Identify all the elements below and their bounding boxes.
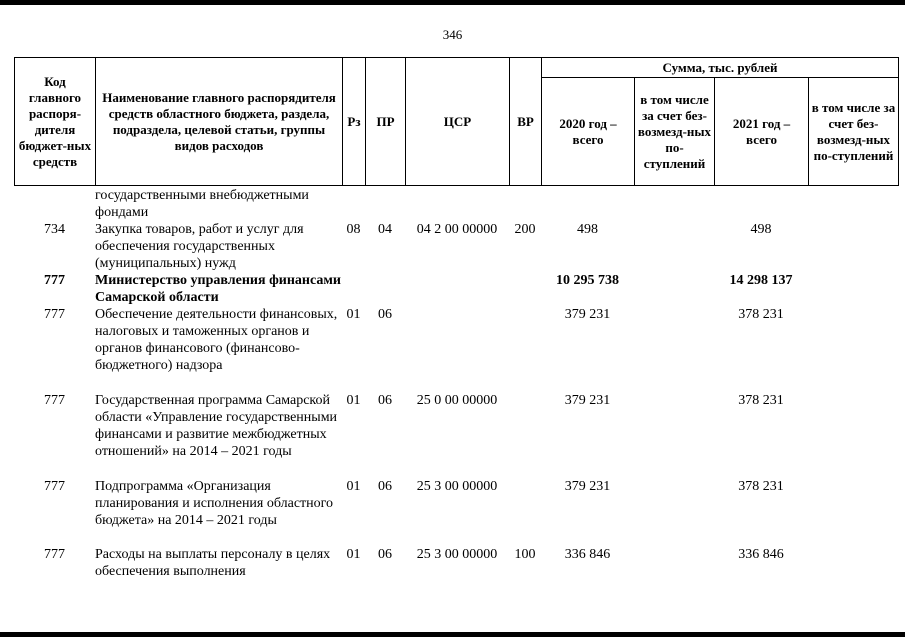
row-code: 777 — [44, 479, 65, 494]
row-vr: 200 — [514, 222, 536, 237]
row-name: Государственная программа Самарской области «Управление государственными финансами и развитие межбюджетных отношений» на 2014 – 2021 годы — [95, 393, 338, 459]
page-number: 346 — [442, 27, 463, 42]
header-pr: ПР — [366, 58, 406, 186]
header-csr: ЦСР — [406, 58, 510, 186]
header-code: Код главного распоря-дителя бюджет-ных средств — [15, 58, 96, 186]
top-rule — [0, 0, 905, 5]
row-pr: 04 — [378, 222, 392, 237]
row-code: 777 — [44, 307, 65, 322]
row-rz: 01 — [346, 393, 361, 408]
row-sum-2020: 336 846 — [564, 547, 611, 562]
row-sum-2021: 378 231 — [738, 307, 784, 322]
row-name: Министерство управления финансами Самарской области — [95, 273, 341, 305]
row-sum-2020: 379 231 — [564, 307, 611, 322]
row-csr: 04 2 00 00000 — [416, 222, 498, 237]
row-pr: 06 — [378, 547, 392, 562]
row-code: 734 — [44, 222, 65, 237]
row-name: государственными внебюджетными фондами — [95, 188, 309, 220]
row-name: Подпрограмма «Организация планирования и исполнения областного бюджета» на 2014 – 2021 годы — [95, 479, 334, 528]
row-code: 777 — [44, 273, 65, 288]
row-rz: 08 — [346, 222, 361, 237]
header-2020-free: в том числе за счет без-возмезд-ных по-ступлений — [635, 78, 715, 186]
header-2021-total: 2021 год – всего — [715, 78, 809, 186]
row-pr: 06 — [378, 479, 392, 494]
header-sum-title: Сумма, тыс. рублей — [542, 58, 899, 78]
row-sum-2021: 336 846 — [738, 547, 784, 562]
bottom-rule — [0, 632, 905, 637]
row-sum-2020: 498 — [577, 222, 598, 237]
row-sum-2020: 379 231 — [564, 393, 611, 408]
row-sum-2020: 379 231 — [564, 479, 611, 494]
row-rz: 01 — [346, 479, 361, 494]
header-2021-free: в том числе за счет без-возмезд-ных по-ступлений — [809, 78, 899, 186]
row-sum-2021: 498 — [750, 222, 772, 237]
table-header — [14, 57, 899, 186]
header-vr: ВР — [510, 58, 542, 186]
row-rz: 01 — [346, 547, 361, 562]
row-vr: 100 — [514, 547, 536, 562]
row-sum-2021: 378 231 — [738, 393, 784, 408]
row-sum-2021: 378 231 — [738, 479, 784, 494]
row-name: Обеспечение деятельности финансовых, налоговых и таможенных органов и органов финансового (финансово-бюджетного) надзора — [95, 307, 338, 373]
row-pr: 06 — [378, 307, 392, 322]
row-code: 777 — [44, 547, 65, 562]
row-sum-2021: 14 298 137 — [729, 273, 793, 288]
row-sum-2020: 10 295 738 — [556, 273, 619, 288]
row-name: Расходы на выплаты персоналу в целях обеспечения выполнения — [95, 547, 331, 579]
header-name: Наименование главного распорядителя средств областного бюджета, раздела, подраздела, целевой статьи, группы видов расходов — [96, 58, 343, 186]
row-code: 777 — [44, 393, 65, 408]
row-csr: 25 3 00 00000 — [416, 479, 498, 494]
row-name: Закупка товаров, работ и услуг для обеспечения государственных (муниципальных) нужд — [95, 222, 304, 271]
row-csr: 25 0 00 00000 — [416, 393, 498, 408]
row-csr: 25 3 00 00000 — [416, 547, 498, 562]
row-rz: 01 — [346, 307, 361, 322]
header-rz: Рз — [343, 58, 366, 186]
header-2020-total: 2020 год – всего — [542, 78, 635, 186]
row-pr: 06 — [378, 393, 392, 408]
